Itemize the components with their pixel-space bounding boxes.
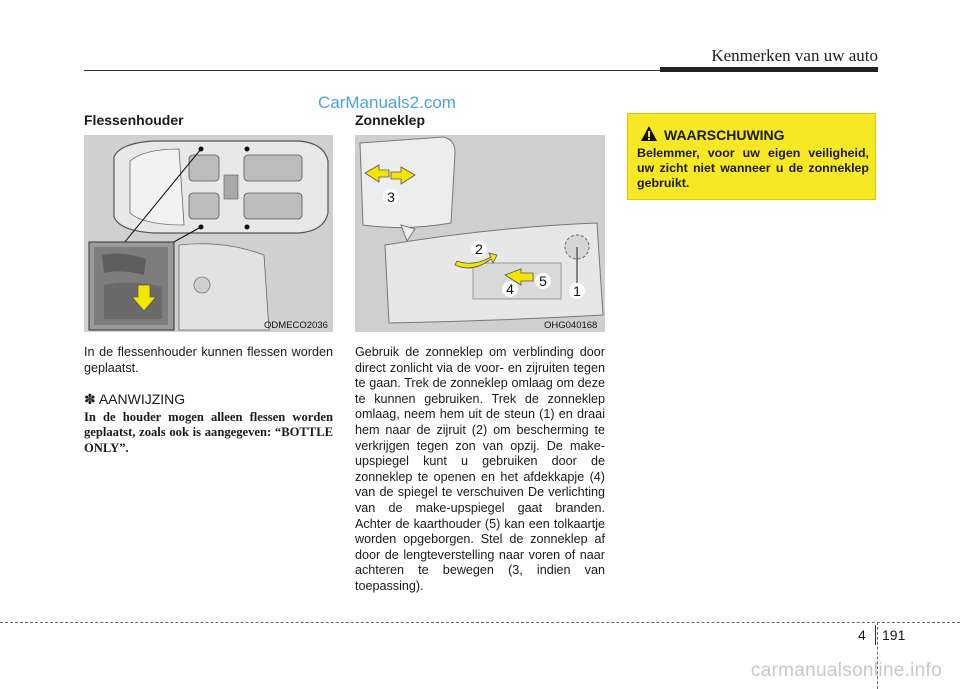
callout-5: 5 xyxy=(539,273,547,289)
callout-4: 4 xyxy=(506,281,514,297)
figure-code-bottle: ODMECO2036 xyxy=(264,320,328,331)
sun-visor-text: Gebruik de zonneklep om verblinding door direct zonlicht via de voor- en zijruiten tegen te gaan. Trek de zonneklep omlaag om deze te kunnen gebruiken. Trek de zonneklep omlaag, neem hem uit de steun (1) en draai hem naar de zijruit (2) om bescherming te verkrijgen tegen zon van opzij. De make-upspiegel kunt u gebruiken door de zonneklep te openen en het afdekkapje (4) van de spiegel te verschuiven De verlichting van de make-upspiegel gaat branden. Achter de kaarthouder (5) kan een tolkaartje worden opgeborgen. Stel de zonneklep af door de lengteverstelling naar voren of naar achteren te bewegen (3, indien van toepassing). xyxy=(355,345,605,593)
watermark-top: CarManuals2.com xyxy=(318,93,456,112)
car-interior-illustration xyxy=(84,135,333,332)
warning-text: Belemmer, voor uw eigen veiligheid, uw zicht niet wanneer u de zonneklep gebruikt. xyxy=(637,146,869,190)
note-text: In de houder mogen alleen flessen worden geplaatst, zoals ook is aangegeven: “BOTTLE ONLY”. xyxy=(84,410,333,455)
warning-triangle-icon xyxy=(640,125,658,142)
footer-rule xyxy=(0,622,960,623)
header-rule xyxy=(84,70,662,71)
bottle-holder-intro: In de flessenhouder kunnen flessen worden geplaatst. xyxy=(84,345,333,375)
note-heading: ✽ AANWIJZING xyxy=(84,391,186,407)
figure-code-sun-visor: OHG040168 xyxy=(544,320,598,331)
header-title: Kenmerken van uw auto xyxy=(711,46,878,65)
sun-visor-figure xyxy=(355,135,605,332)
warning-box xyxy=(627,113,876,200)
callout-2: 2 xyxy=(475,241,483,257)
bottle-holder-heading: Flessenhouder xyxy=(84,112,184,128)
warning-title: WAARSCHUWING xyxy=(664,127,785,143)
callout-3: 3 xyxy=(387,189,395,205)
header-rule-bold xyxy=(660,67,878,72)
watermark-bottom: carmanualsonline.info xyxy=(750,660,942,681)
sun-visor-heading: Zonneklep xyxy=(355,112,426,128)
page-separator xyxy=(875,625,876,645)
page-section: 4 xyxy=(858,627,866,643)
page-number: 191 xyxy=(882,627,906,643)
sun-visor-illustration xyxy=(355,135,605,332)
callout-1: 1 xyxy=(573,283,581,299)
bottle-holder-figure xyxy=(84,135,333,332)
